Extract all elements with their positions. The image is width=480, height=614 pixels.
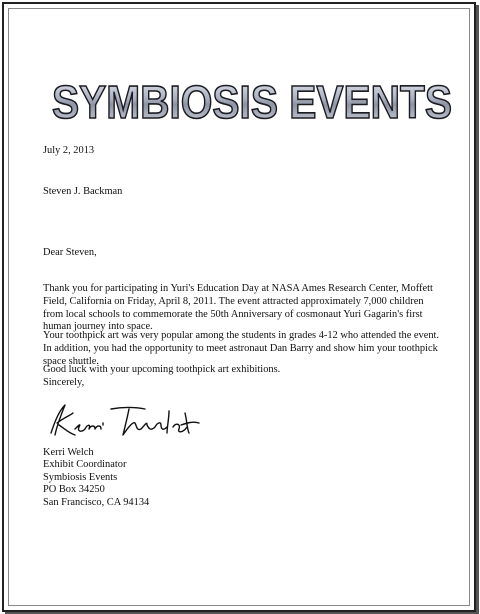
sender-organization: Symbiosis Events [43,471,118,483]
sender-city-line: San Francisco, CA 94134 [43,496,150,508]
paragraph-3: Good luck with your upcoming toothpick art exhibitions. [43,364,281,376]
recipient-name: Steven J. Backman [43,186,123,197]
paragraph-2: Your toothpick art was very popular among the students in grades 4-12 who attended the event. In addition, you had the opportunity to meet astronaut Dan Barry and show him your toothpick space shuttle. [43,330,440,367]
symbiosis-events-logo [47,77,457,129]
greeting: Dear Steven, [43,247,97,258]
document-frame [2,2,476,612]
logo-wordmark: SYMBIOSIS EVENTS [52,76,452,128]
sender-po-box: PO Box 34250 [43,484,105,496]
sender-title: Exhibit Coordinator [43,459,127,471]
sender-name: Kerri Welch [43,447,94,458]
handwritten-signature [45,399,205,441]
sender-block [43,447,439,509]
letter-page [8,8,470,606]
letter-date: July 2, 2013 [43,145,95,156]
closing: Sincerely, [43,377,85,388]
paragraph-1: Thank you for participating in Yuri's Education Day at NASA Ames Research Center, Moffett Field, California on Friday, April 8, 2011. The event attracted approximately 7,000 children from local schools to commemorate the 50th Anniversary of cosmonaut Yuri Gagarin's first human journey into space. [43,283,433,333]
